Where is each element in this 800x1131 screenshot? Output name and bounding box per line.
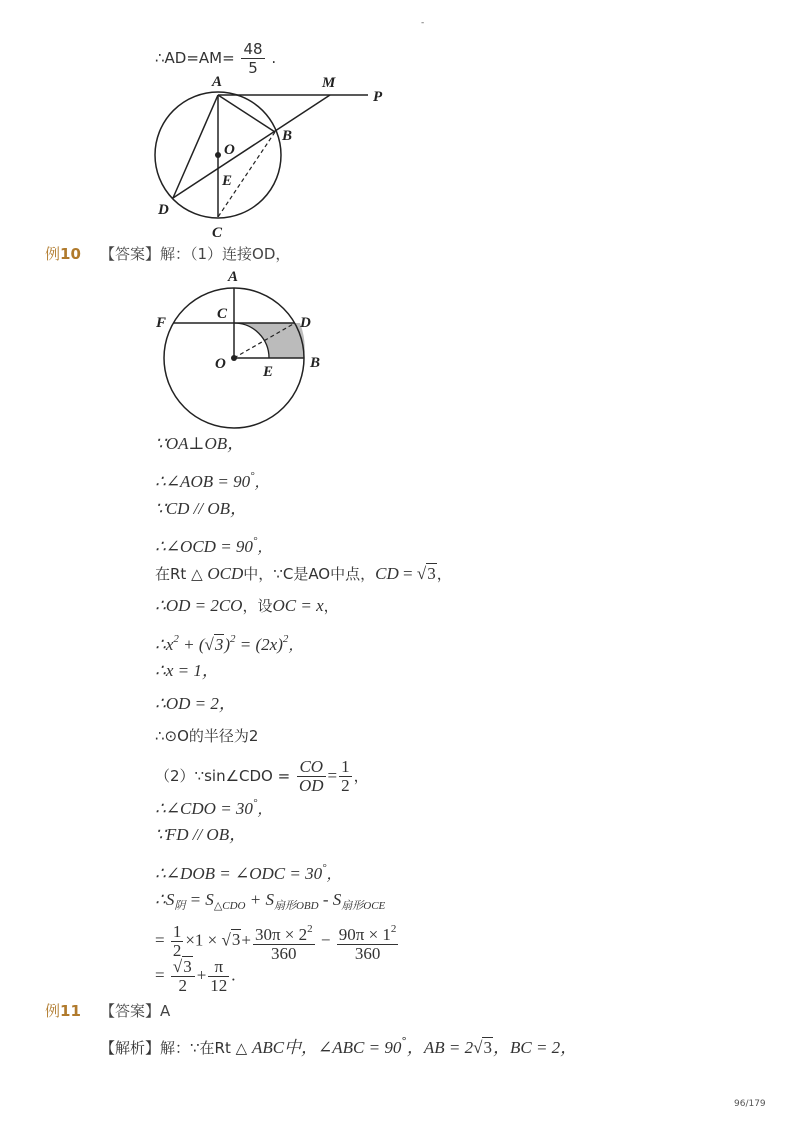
example-10-label — [45, 243, 81, 264]
step-7-i: ， — [288, 636, 304, 654]
step-15-c: = S — [185, 890, 214, 909]
fraction-pi-twelfth — [208, 958, 229, 995]
fig2-label-b: B — [310, 355, 321, 371]
sqrt-sign: √ — [473, 1038, 483, 1057]
fraction-denominator: 360 — [271, 944, 297, 963]
fig2-shaded-region — [234, 323, 305, 358]
step-5-g: ， — [436, 565, 452, 583]
fig2-label-c: C — [217, 306, 228, 322]
numerator-exponent: 2 — [307, 923, 313, 935]
step-4-tail: ， — [257, 538, 273, 556]
numerator-text: 90π × 1 — [338, 925, 391, 944]
fraction-numerator — [253, 920, 315, 945]
step-6-c: OC = x — [272, 596, 324, 615]
geometry-figure-1 — [140, 70, 400, 240]
fig2-center-dot — [231, 355, 237, 361]
answer-tag: 【答案】 — [100, 1002, 161, 1020]
fraction-numerator — [171, 958, 195, 977]
step-7-g: = (2x) — [235, 635, 283, 654]
answer-text: A — [160, 1002, 171, 1020]
page-number: 96/179 — [734, 1099, 766, 1109]
step-5 — [155, 563, 452, 585]
step-15-e: + S — [245, 890, 274, 909]
fraction-denominator: 2 — [172, 941, 182, 960]
step-2 — [155, 465, 270, 493]
fraction-denominator: 2 — [178, 976, 188, 995]
step-11 — [155, 758, 369, 795]
numerator-exponent: 2 — [390, 923, 397, 935]
fraction-one-half — [171, 923, 184, 960]
step-15-g: - S — [318, 890, 342, 909]
step-13: ∵FD // OB， — [155, 825, 247, 844]
fig1-label-c: C — [212, 225, 223, 240]
fraction-one-half — [339, 758, 352, 795]
step-17-c: . — [231, 965, 236, 985]
step-4-main: ∴∠OCD = 90 — [155, 537, 253, 556]
fig1-label-o: O — [224, 142, 235, 158]
analysis-g: ，BC = 2， — [492, 1038, 578, 1057]
step-11-eq: = — [327, 766, 338, 785]
step-15 — [155, 889, 385, 917]
step-15-sub3: 扇形OBD — [273, 900, 319, 912]
step-17 — [155, 958, 236, 995]
fraction-numerator: π — [208, 958, 229, 977]
fig1-label-m: M — [322, 75, 336, 91]
example-number: 10 — [60, 245, 81, 263]
sqrt-radicand — [214, 634, 225, 656]
step-5-a: 在Rt △ — [155, 565, 208, 583]
degree-symbol: ° — [250, 470, 255, 482]
top-mark: - — [421, 18, 425, 28]
step-16-a: = — [155, 930, 169, 950]
degree-symbol: ° — [322, 862, 327, 874]
step-16-minus: − — [316, 930, 335, 950]
radicand-value: 3 — [427, 564, 436, 583]
fig1-label-e: E — [222, 173, 233, 189]
step-8: ∴x = 1， — [155, 661, 219, 680]
fraction-co-od — [297, 758, 326, 795]
step-14 — [155, 857, 342, 885]
fig1-line-dm — [173, 95, 330, 198]
example-11-answer — [100, 1000, 170, 1021]
step-11-f: ， — [353, 767, 369, 785]
step-2-tail: ， — [254, 473, 270, 491]
step-3: ∵CD // OB， — [155, 499, 248, 518]
degree-symbol: ° — [252, 535, 258, 547]
radicand-value: 3 — [183, 957, 192, 976]
radicand-value: 3 — [231, 930, 241, 950]
fig1-line-ab — [218, 95, 275, 132]
example-10-answer — [100, 243, 290, 264]
degree-symbol: ° — [252, 797, 258, 809]
step-7-exp2: 2 — [230, 633, 236, 645]
fig1-label-d: D — [158, 202, 169, 218]
step-15-a: ∴S — [155, 890, 175, 909]
example-label-text: 例 — [45, 1002, 61, 1020]
fig1-label-b: B — [282, 128, 293, 144]
sqrt-radicand — [231, 929, 242, 951]
analysis-e: ，AB = 2 — [406, 1038, 474, 1057]
step-12 — [155, 792, 272, 820]
step-2-main: ∴∠AOB = 90 — [155, 472, 251, 491]
step-17-a: = — [155, 965, 169, 985]
step-7-exp1: 2 — [173, 633, 179, 645]
sqrt-sign: √ — [416, 564, 427, 583]
analysis-c: 中，∠ABC = 90 — [284, 1038, 402, 1057]
fraction-denominator: 2 — [341, 776, 350, 795]
sqrt-sign: √ — [221, 930, 231, 950]
fig2-label-o: O — [215, 356, 226, 372]
fraction-numerator: CO — [297, 758, 326, 777]
step-7-c: + ( — [178, 635, 205, 654]
step-7-e: ) — [224, 635, 231, 654]
step-4 — [155, 530, 272, 558]
analysis-b: ABC — [251, 1038, 285, 1057]
sqrt-radicand — [482, 1037, 493, 1059]
step-7-exp3: 2 — [282, 633, 289, 645]
fraction-sqrt3-half — [171, 958, 195, 995]
fig1-center-dot — [215, 152, 221, 158]
step-7 — [155, 628, 303, 656]
fraction-numerator: 1 — [172, 922, 182, 941]
radicand-value: 3 — [483, 1038, 492, 1057]
step-12-main: ∴∠CDO = 30 — [155, 799, 253, 818]
step-15-sub4: 扇形OCE — [341, 900, 386, 912]
degree-symbol: ° — [401, 1035, 407, 1048]
example-11-label — [45, 1000, 81, 1021]
fig2-label-f: F — [156, 315, 167, 331]
fraction-denominator: 5 — [248, 59, 258, 77]
step-15-sub1: 阴 — [174, 899, 186, 912]
fraction-numerator: 48 — [243, 40, 263, 58]
analysis-tag: 【解析】 — [100, 1039, 161, 1057]
example-11-analysis — [100, 1031, 577, 1059]
sqrt-sign: √ — [204, 635, 214, 654]
answer-tag: 【答案】 — [100, 245, 161, 263]
step-9: ∴OD = 2， — [155, 694, 236, 713]
fraction-denominator: 12 — [210, 976, 228, 995]
sqrt-radicand — [182, 958, 193, 976]
step-6 — [155, 595, 339, 617]
radicand-value: 3 — [214, 635, 224, 654]
analysis-a: 解：∵在Rt △ — [160, 1039, 252, 1057]
step-5-c: 中，∵C是AO中点， — [243, 565, 376, 583]
fraction-denominator: 360 — [354, 944, 381, 963]
step-6-b: ，设 — [242, 597, 273, 615]
fraction-sector-oce — [337, 920, 399, 963]
numerator-text: 30π × 2 — [254, 925, 308, 944]
ad-am-suffix: . — [271, 49, 277, 67]
fraction-numerator: 1 — [341, 757, 350, 776]
sqrt-sign: √ — [172, 957, 183, 976]
step-5-e: = — [398, 564, 417, 583]
step-5-b: OCD — [207, 564, 244, 583]
step-6-a: ∴OD = 2CO — [155, 596, 243, 615]
example-label-text: 例 — [45, 245, 61, 263]
step-16-b: ×1 × — [185, 930, 222, 950]
step-16-plus: + — [241, 930, 251, 950]
step-5-d: CD — [375, 564, 399, 583]
step-14-main: ∴∠DOB = ∠ODC = 30 — [155, 864, 323, 883]
step-11-a: （2）∵sin∠CDO = — [155, 767, 295, 785]
fig2-label-e: E — [263, 364, 274, 380]
step-17-plus: + — [196, 965, 207, 985]
step-7-a: ∴x — [155, 635, 174, 654]
fig1-label-a: A — [212, 74, 223, 90]
sqrt-radicand — [426, 563, 437, 585]
fraction-numerator — [337, 920, 399, 945]
example-number: 11 — [60, 1002, 81, 1020]
fig2-label-a: A — [228, 269, 239, 285]
step-6-d: ， — [323, 597, 339, 615]
step-14-tail: ， — [326, 865, 342, 883]
fraction-sector-obd — [253, 920, 315, 963]
step-10: ∴⊙O的半径为2 — [155, 727, 259, 745]
step-12-tail: ， — [257, 800, 273, 818]
fig2-label-d: D — [300, 315, 311, 331]
answer-text: 解：（1）连接OD， — [160, 245, 291, 263]
fig1-label-p: P — [373, 89, 383, 105]
ad-am-prefix: ∴AD=AM= — [155, 49, 235, 67]
geometry-figure-2 — [150, 265, 330, 435]
fraction-denominator: OD — [298, 776, 324, 795]
step-15-sub2: △CDO — [213, 900, 246, 912]
step-1: ∵OA⊥OB， — [155, 434, 245, 453]
